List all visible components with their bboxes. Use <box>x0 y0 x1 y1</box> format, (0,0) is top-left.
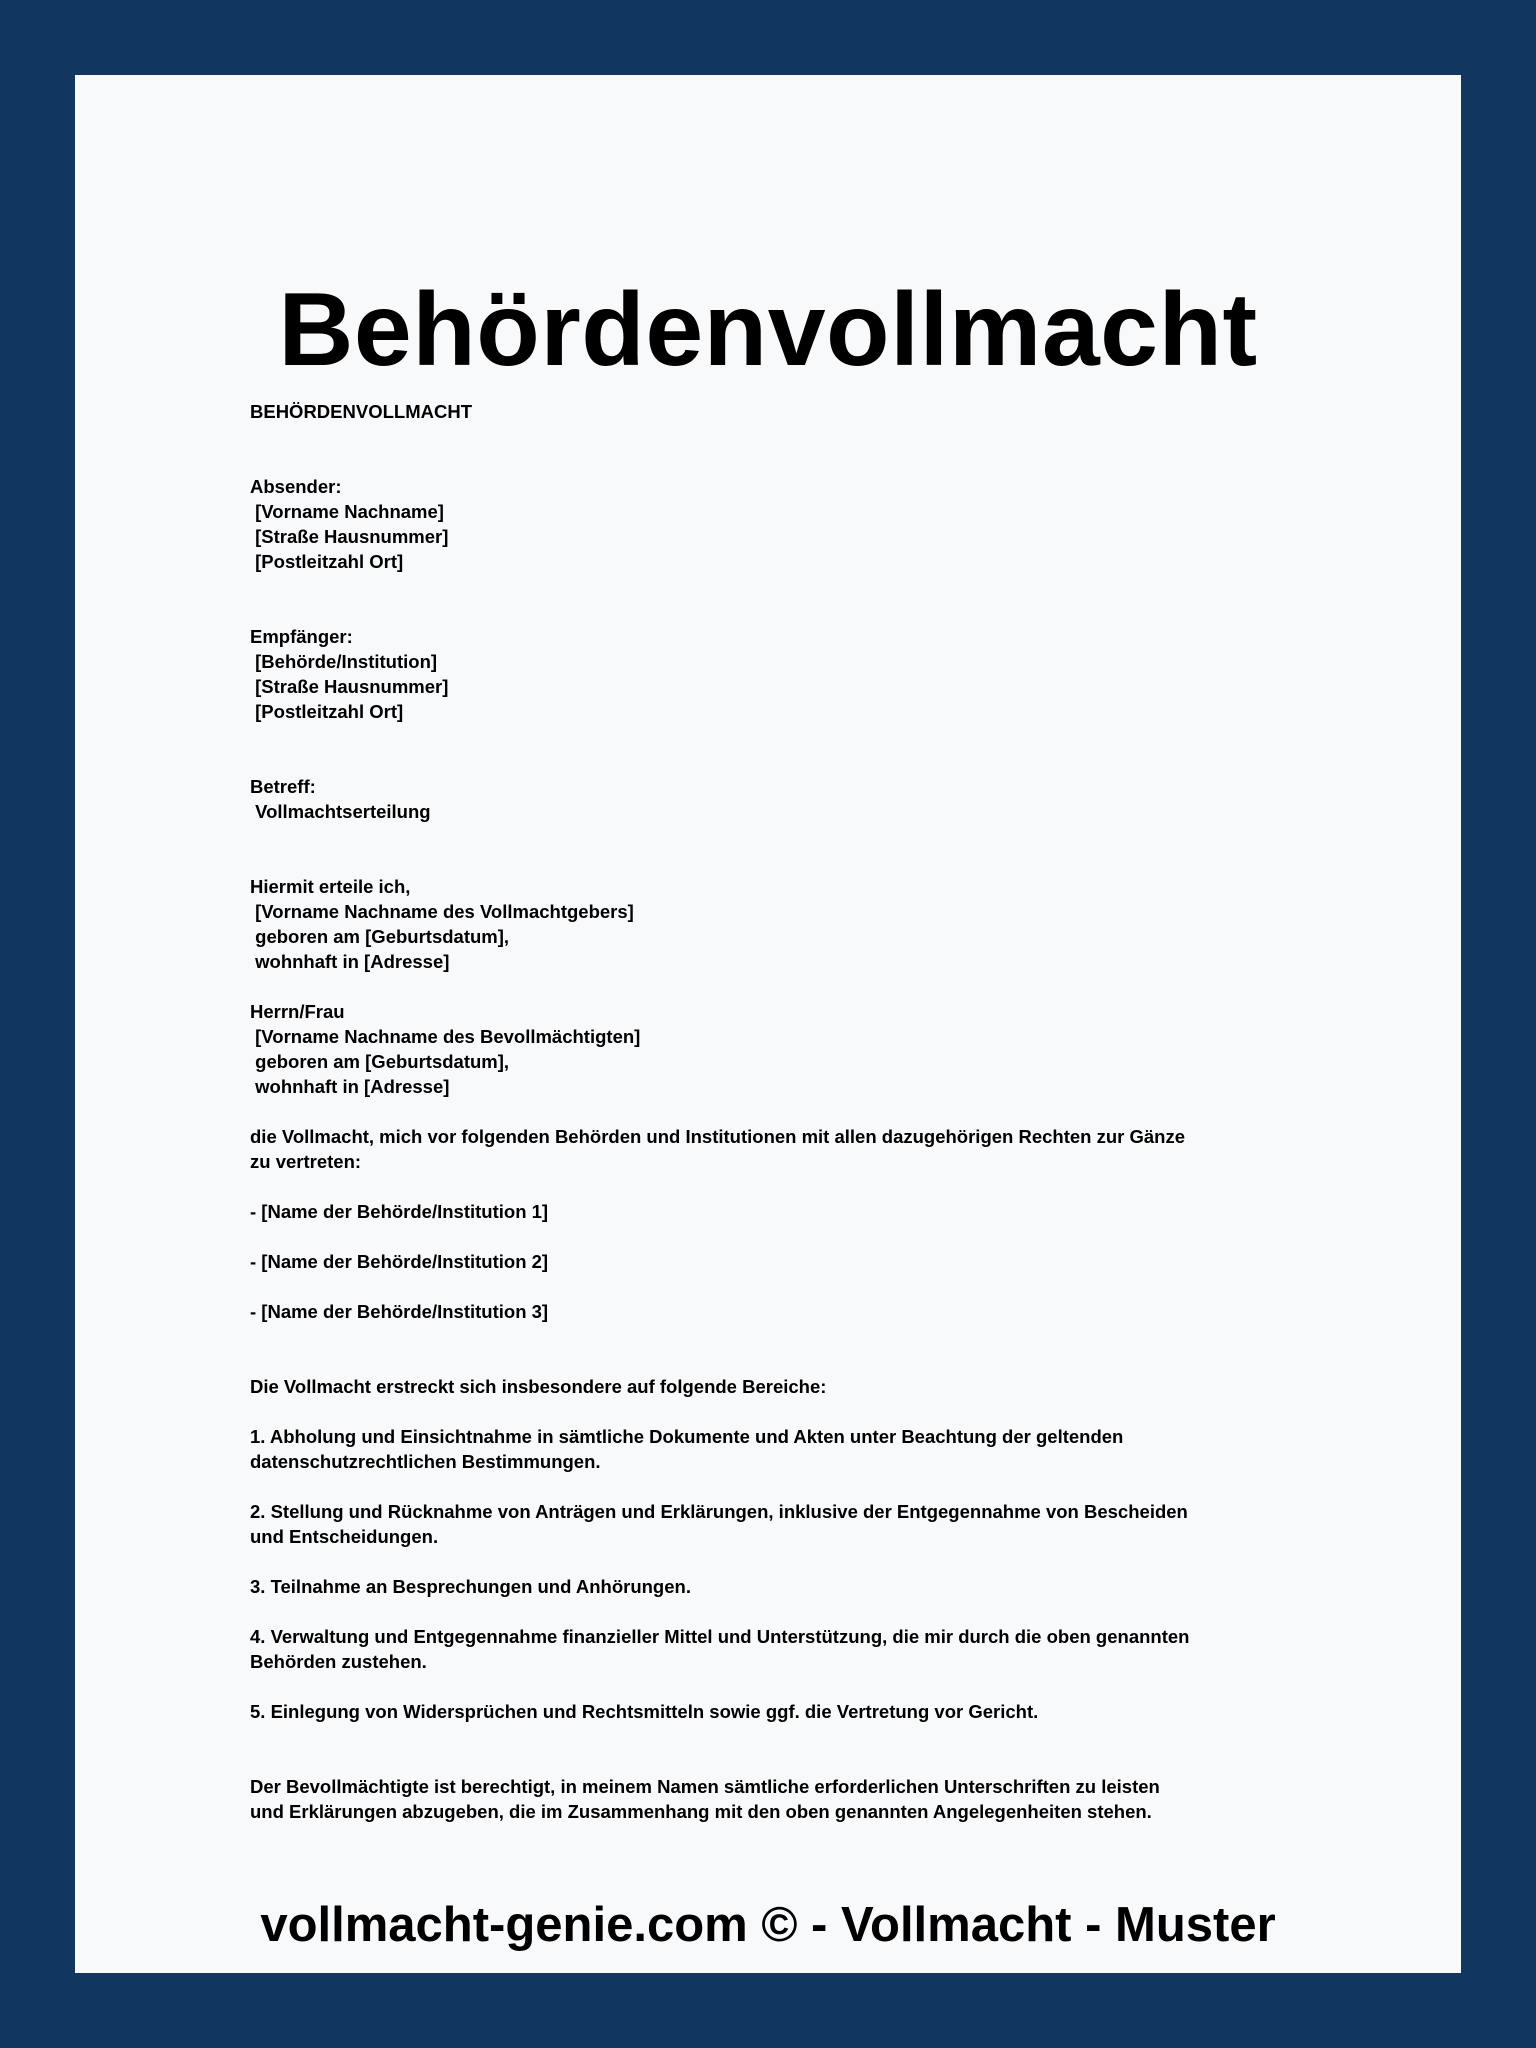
agent-name: [Vorname Nachname des Bevollmächtigten] <box>250 1026 641 1047</box>
recipient-city: [Postleitzahl Ort] <box>250 701 404 722</box>
grantor-intro: Hiermit erteile ich, <box>250 876 411 897</box>
page-title: Behördenvollmacht <box>278 272 1258 388</box>
sender-city: [Postleitzahl Ort] <box>250 551 404 572</box>
sender-name: [Vorname Nachname] <box>250 501 444 522</box>
sender-label: Absender: <box>250 476 342 497</box>
scope-item-2-line-2: und Entscheidungen. <box>250 1526 439 1547</box>
agent-birthdate: geboren am [Geburtsdatum], <box>250 1051 510 1072</box>
agent-intro: Herrn/Frau <box>250 1001 345 1022</box>
scope-item-2-line-1: 2. Stellung und Rücknahme von Anträgen und Erklärungen, inklusive der Entgegennahme von Bescheiden <box>250 1501 1188 1522</box>
agent-address: wohnhaft in [Adresse] <box>250 1076 450 1097</box>
subject-value: Vollmachtserteilung <box>250 801 431 822</box>
footer-watermark: vollmacht-genie.com © - Vollmacht - Muster <box>260 1898 1276 1952</box>
authority-statement-line-1: die Vollmacht, mich vor folgenden Behörden und Institutionen mit allen dazugehörigen Rechten zur Gänze <box>250 1126 1186 1147</box>
subject-label: Betreff: <box>250 776 316 797</box>
closing-line-2: und Erklärungen abzugeben, die im Zusammenhang mit den oben genannten Angelegenheiten stehen. <box>250 1801 1152 1822</box>
grantor-name: [Vorname Nachname des Vollmachtgebers] <box>250 901 634 922</box>
institution-item: - [Name der Behörde/Institution 1] <box>250 1201 549 1222</box>
scope-item-4-line-1: 4. Verwaltung und Entgegennahme finanzieller Mittel und Unterstützung, die mir durch die oben genannten <box>250 1626 1190 1647</box>
institution-item: - [Name der Behörde/Institution 3] <box>250 1301 549 1322</box>
recipient-name: [Behörde/Institution] <box>250 651 438 672</box>
scope-item-1-line-2: datenschutzrechtlichen Bestimmungen. <box>250 1451 601 1472</box>
authority-statement-line-2: zu vertreten: <box>250 1151 362 1172</box>
grantor-birthdate: geboren am [Geburtsdatum], <box>250 926 510 947</box>
scope-item-5: 5. Einlegung von Widersprüchen und Rechtsmitteln sowie ggf. die Vertretung vor Gericht. <box>250 1701 1039 1722</box>
recipient-label: Empfänger: <box>250 626 353 647</box>
closing-line-1: Der Bevollmächtigte ist berechtigt, in meinem Namen sämtliche erforderlichen Unterschriften zu leisten <box>250 1776 1160 1797</box>
scope-item-1-line-1: 1. Abholung und Einsichtnahme in sämtliche Dokumente und Akten unter Beachtung der geltenden <box>250 1426 1124 1447</box>
scope-item-3: 3. Teilnahme an Besprechungen und Anhörungen. <box>250 1576 691 1597</box>
document-page <box>75 75 1461 1973</box>
institution-item: - [Name der Behörde/Institution 2] <box>250 1251 549 1272</box>
sender-street: [Straße Hausnummer] <box>250 526 449 547</box>
recipient-street: [Straße Hausnummer] <box>250 676 449 697</box>
document-heading: BEHÖRDENVOLLMACHT <box>250 401 472 422</box>
grantor-address: wohnhaft in [Adresse] <box>250 951 450 972</box>
scope-item-4-line-2: Behörden zustehen. <box>250 1651 427 1672</box>
scope-intro: Die Vollmacht erstreckt sich insbesondere auf folgende Bereiche: <box>250 1376 827 1397</box>
